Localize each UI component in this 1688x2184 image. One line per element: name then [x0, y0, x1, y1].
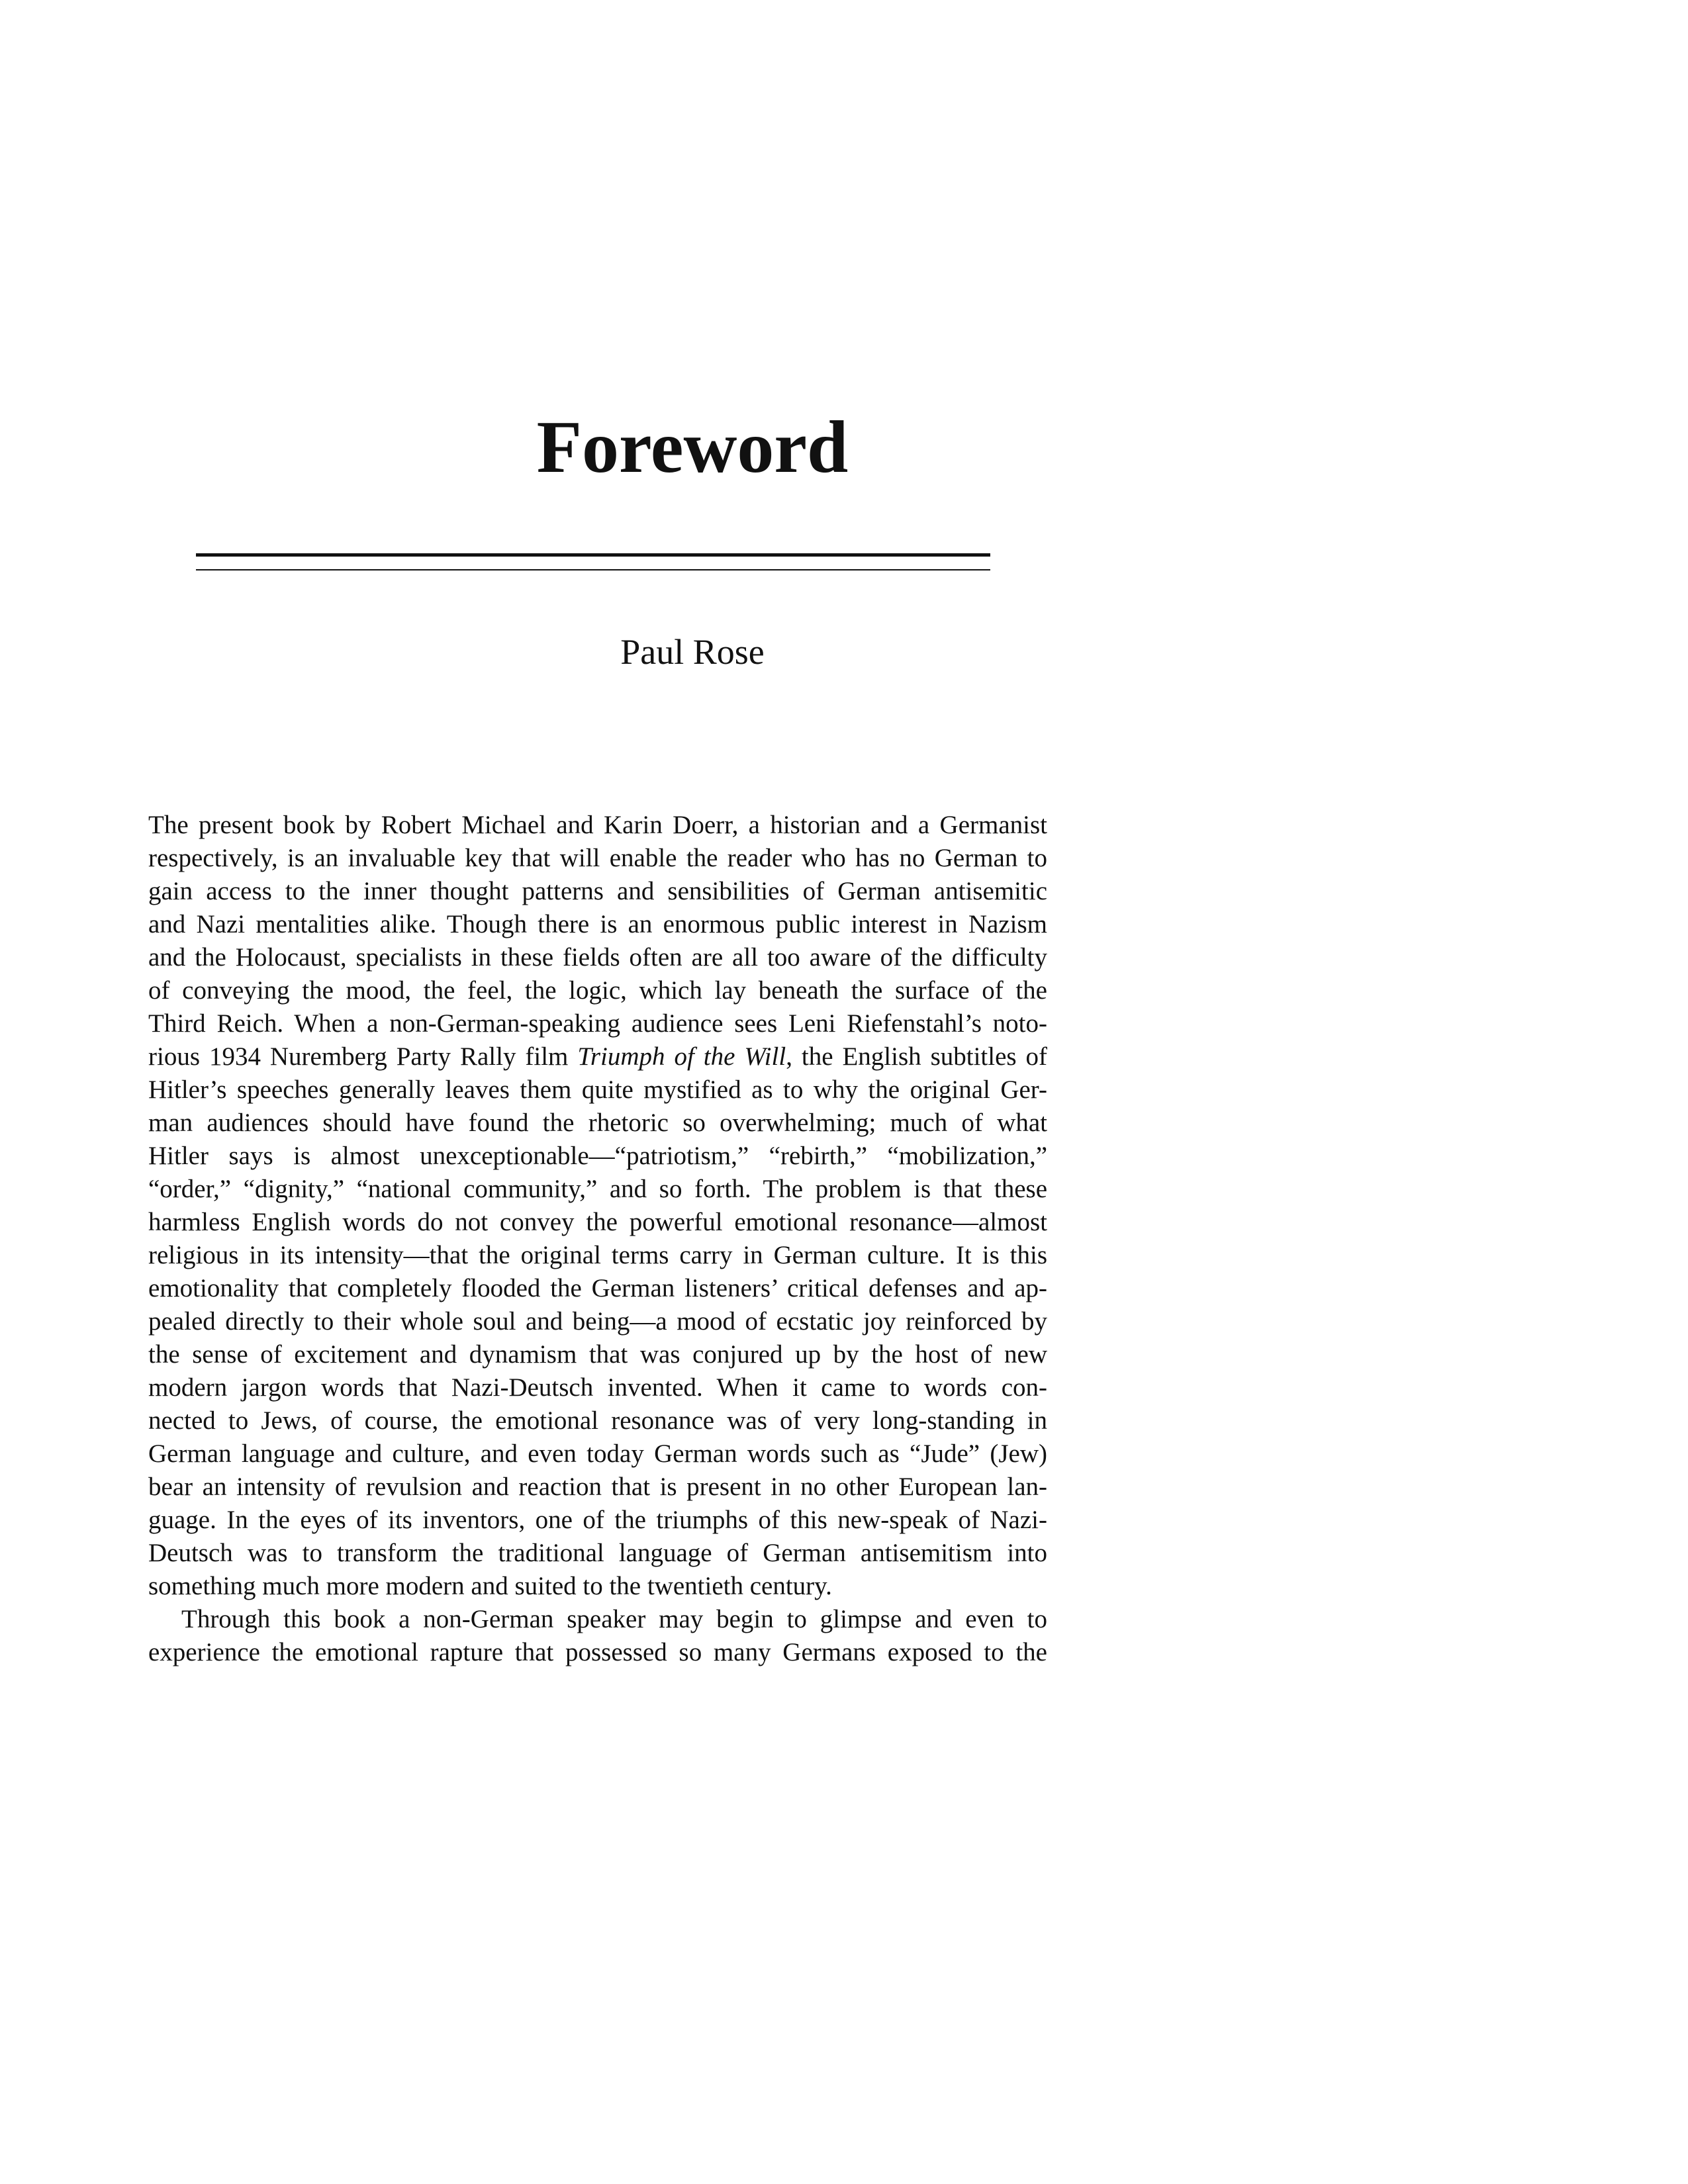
- text-line: experience the emotional rapture that possessed so many Germans exposed to the: [148, 1638, 1047, 1666]
- chapter-title: Foreword: [536, 406, 849, 488]
- text-line: emotionality that completely flooded the German listeners’ critical defenses and ap-: [148, 1274, 1047, 1302]
- author-name: Paul Rose: [620, 632, 765, 672]
- text-line: man audiences should have found the rhetoric so overwhelming; much of what: [148, 1109, 1047, 1137]
- text-line-with-italic: [148, 1040, 1047, 1073]
- text-line: nected to Jews, of course, the emotional resonance was of very long-standing in: [148, 1406, 1047, 1435]
- text-line: the sense of excitement and dynamism that was conjured up by the host of new: [148, 1340, 1047, 1369]
- text-line: Hitler’s speeches generally leaves them quite mystified as to why the original Ger-: [148, 1075, 1047, 1104]
- title-rule-thin: [196, 569, 990, 570]
- text-line: Hitler says is almost unexceptionable—“patriotism,” “rebirth,” “mobilization,”: [148, 1142, 1047, 1170]
- text-line: bear an intensity of revulsion and reaction that is present in no other European lan-: [148, 1473, 1047, 1501]
- text-line: pealed directly to their whole soul and being—a mood of ecstatic joy reinforced by: [148, 1307, 1047, 1336]
- text-line: Third Reich. When a non-German-speaking audience sees Leni Riefenstahl’s noto-: [148, 1009, 1047, 1038]
- text-line: gain access to the inner thought patterns and sensibilities of German antisemitic: [148, 877, 1047, 905]
- text-line: German language and culture, and even today German words such as “Jude” (Jew): [148, 1439, 1047, 1468]
- title-rule-thick: [196, 553, 990, 557]
- text-line: and Nazi mentalities alike. Though there is an enormous public interest in Nazism: [148, 910, 1047, 938]
- text-segment: rious 1934 Nuremberg Party Rally film: [148, 1042, 578, 1071]
- text-line: harmless English words do not convey the powerful emotional resonance—almost: [148, 1208, 1047, 1236]
- text-segment: , the English subtitles of: [786, 1042, 1047, 1071]
- text-line: guage. In the eyes of its inventors, one of the triumphs of this new-speak of Nazi-: [148, 1506, 1047, 1534]
- text-line: respectively, is an invaluable key that will enable the reader who has no German to: [148, 844, 1047, 872]
- text-line: The present book by Robert Michael and Karin Doerr, a historian and a Germanist: [148, 811, 1047, 839]
- text-line: religious in its intensity—that the original terms carry in German culture. It is this: [148, 1241, 1047, 1269]
- film-title-italic: Triumph of the Will: [577, 1042, 786, 1071]
- text-line: and the Holocaust, specialists in these fields often are all too aware of the difficulty: [148, 943, 1047, 972]
- text-line: Deutsch was to transform the traditional language of German antisemitism into: [148, 1539, 1047, 1567]
- text-line-paragraph-end: something much more modern and suited to the twentieth century.: [148, 1572, 832, 1600]
- text-line-paragraph-start: Through this book a non-German speaker may begin to glimpse and even to: [181, 1605, 1047, 1633]
- text-line: “order,” “dignity,” “national community,” and so forth. The problem is that these: [148, 1175, 1047, 1203]
- body-text: [148, 809, 1047, 1669]
- text-line: of conveying the mood, the feel, the logic, which lay beneath the surface of the: [148, 976, 1047, 1005]
- text-line: modern jargon words that Nazi-Deutsch invented. When it came to words con-: [148, 1373, 1047, 1402]
